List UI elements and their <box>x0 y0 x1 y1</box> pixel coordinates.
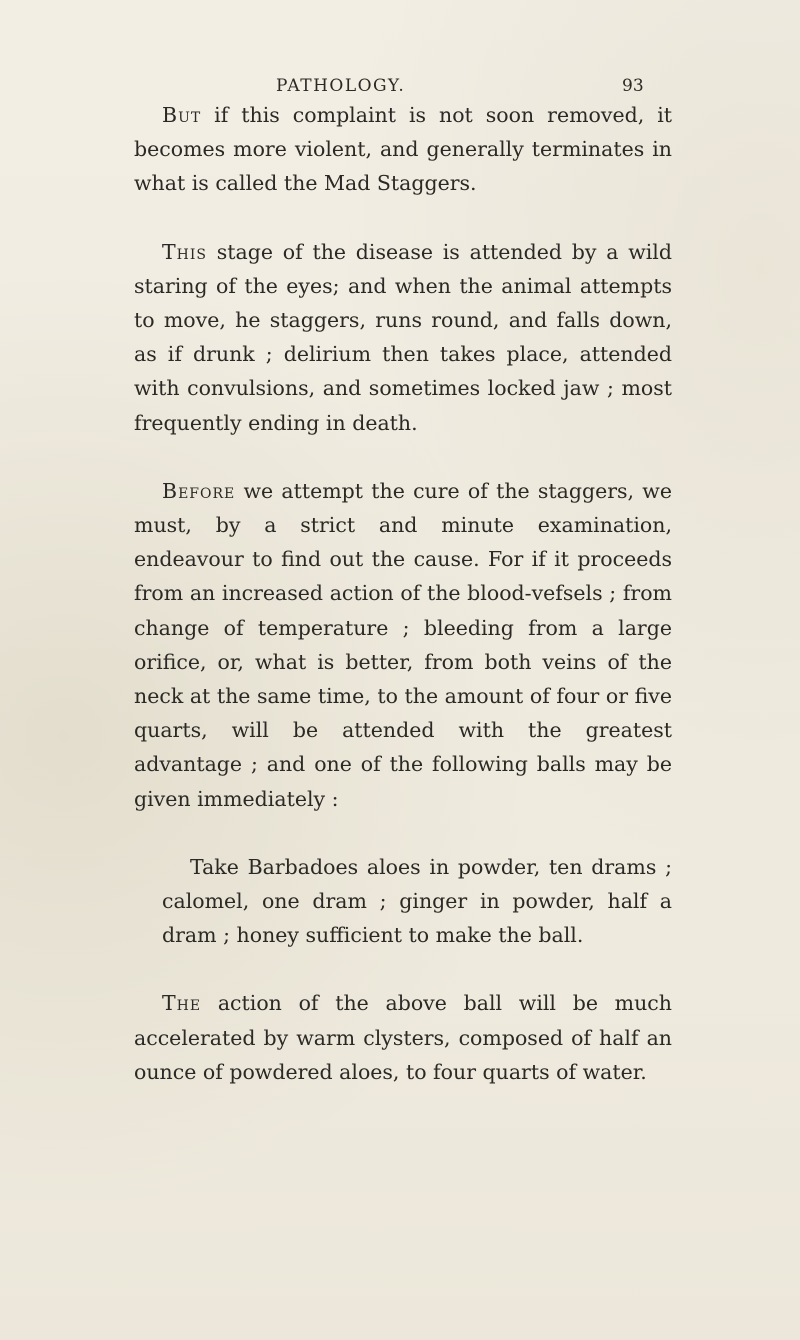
paragraph-lead-word: The <box>162 991 202 1016</box>
paragraph-text: if this complaint is not soon removed, it becomes more violent, and generally terminates in what is called the Mad Staggers. <box>134 103 672 196</box>
paragraph-cure <box>134 474 672 816</box>
paragraph-lead-word: But <box>162 103 202 127</box>
paragraph-text: stage of the disease is attended by a wild staring of the eyes; and when the animal attempts to move, he staggers, runs round, and falls down, as if drunk ; delirium then takes place, attended with convulsions, and sometimes locked jaw ; most frequently ending in death. <box>134 239 672 435</box>
running-head-title: PATHOLOGY. <box>276 76 406 96</box>
paragraph-clysters <box>134 986 672 1089</box>
paragraph-text: Take Barbadoes aloes in powder, ten drams ; calomel, one dram ; ginger in powder, half a dram ; honey sufficient to make the ball. <box>162 854 672 948</box>
paragraph-mad-staggers <box>134 98 672 201</box>
paragraph-text: action of the above ball will be much accelerated by warm clysters, composed of half an ounce of powdered aloes, to four quarts of water. <box>134 991 672 1084</box>
running-head <box>0 76 800 100</box>
paragraph-disease-stage <box>134 235 672 440</box>
page-body <box>134 98 672 1123</box>
paragraph-recipe <box>134 850 672 953</box>
paragraph-lead-word: This <box>162 239 208 264</box>
paragraph-lead-word: Before <box>162 478 236 503</box>
page-number: 93 <box>622 76 644 96</box>
paragraph-text: we attempt the cure of the staggers, we must, by a strict and minute examination, endeavour to find out the cause. For if it proceeds from an increased action of the blood-vefsels ; from change of temperature ; bleeding from a large orifice, or, what is better, from both veins of the neck at the same time, to the amount of four or five quarts, will be attended with the greatest advantage ; and one of the following balls may be given immediately : <box>134 478 672 811</box>
